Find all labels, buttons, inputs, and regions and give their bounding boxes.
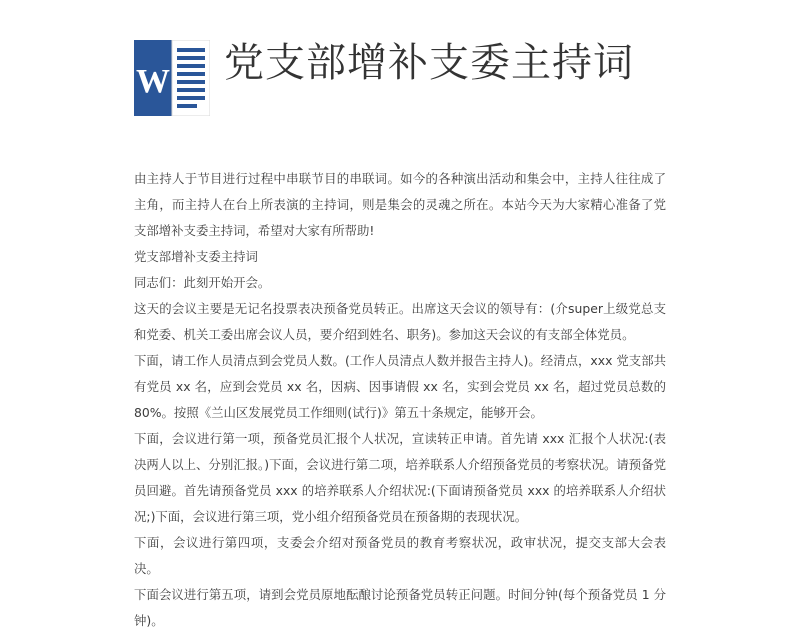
paragraph: 同志们：此刻开始开会。 xyxy=(134,275,271,290)
paragraph: 下面，会议进行第四项，支委会介绍对预备党员的教育考察状况，政审状况，提交支部大会表决。 xyxy=(134,535,666,576)
svg-text:W: W xyxy=(136,63,170,100)
title-wrap xyxy=(224,38,634,88)
paragraph: 由主持人于节目进行过程中串联节目的串联词。如今的各种演出活动和集会中，主持人往往成了主角，而主持人在台上所表演的主持词，则是集会的灵魂之所在。本站今天为大家精心准备了党支部增补支委主持词，希望对大家有所帮助! xyxy=(134,171,666,238)
paragraph: 下面，请工作人员清点到会党员人数。(工作人员清点人数并报告主持人)。经清点，xxx 党支部共有党员 xx 名，应到会党员 xx 名，因病、因事请假 xx 名，实到会党员 xx 名，超过党员总数的 80%。按照《兰山区发展党员工作细则(试行)》第五十条规定，能够开会。 xyxy=(134,353,666,420)
page-title: 党支部增补支委主持词 xyxy=(224,40,634,86)
paragraph: 下面会议进行第五项，请到会党员原地酝酿讨论预备党员转正问题。时间分钟(每个预备党员 1 分钟)。 xyxy=(134,587,666,628)
paragraph: 党支部增补支委主持词 xyxy=(134,249,258,264)
document-header xyxy=(0,0,800,150)
paragraph: 这天的会议主要是无记名投票表决预备党员转正。出席这天会议的领导有：(介super上级党总支和党委、机关工委出席会议人员，要介绍到姓名、职务)。参加这天会议的有支部全体党员。 xyxy=(134,301,666,342)
paragraph: 下面，会议进行第一项，预备党员汇报个人状况，宣读转正申请。首先请 xxx 汇报个人状况:(表决两人以上、分别汇报。)下面，会议进行第二项，培养联系人介绍预备党员的考察状况。请预备党员回避。首先请预备党员 xxx 的培养联系人介绍状况:(下面请预备党员 xxx 的培养联系人介绍状况;)下面，会议进行第三项，党小组介绍预备党员在预备期的表现状况。 xyxy=(134,431,666,524)
word-document-icon xyxy=(134,40,210,116)
document-body xyxy=(134,166,666,634)
